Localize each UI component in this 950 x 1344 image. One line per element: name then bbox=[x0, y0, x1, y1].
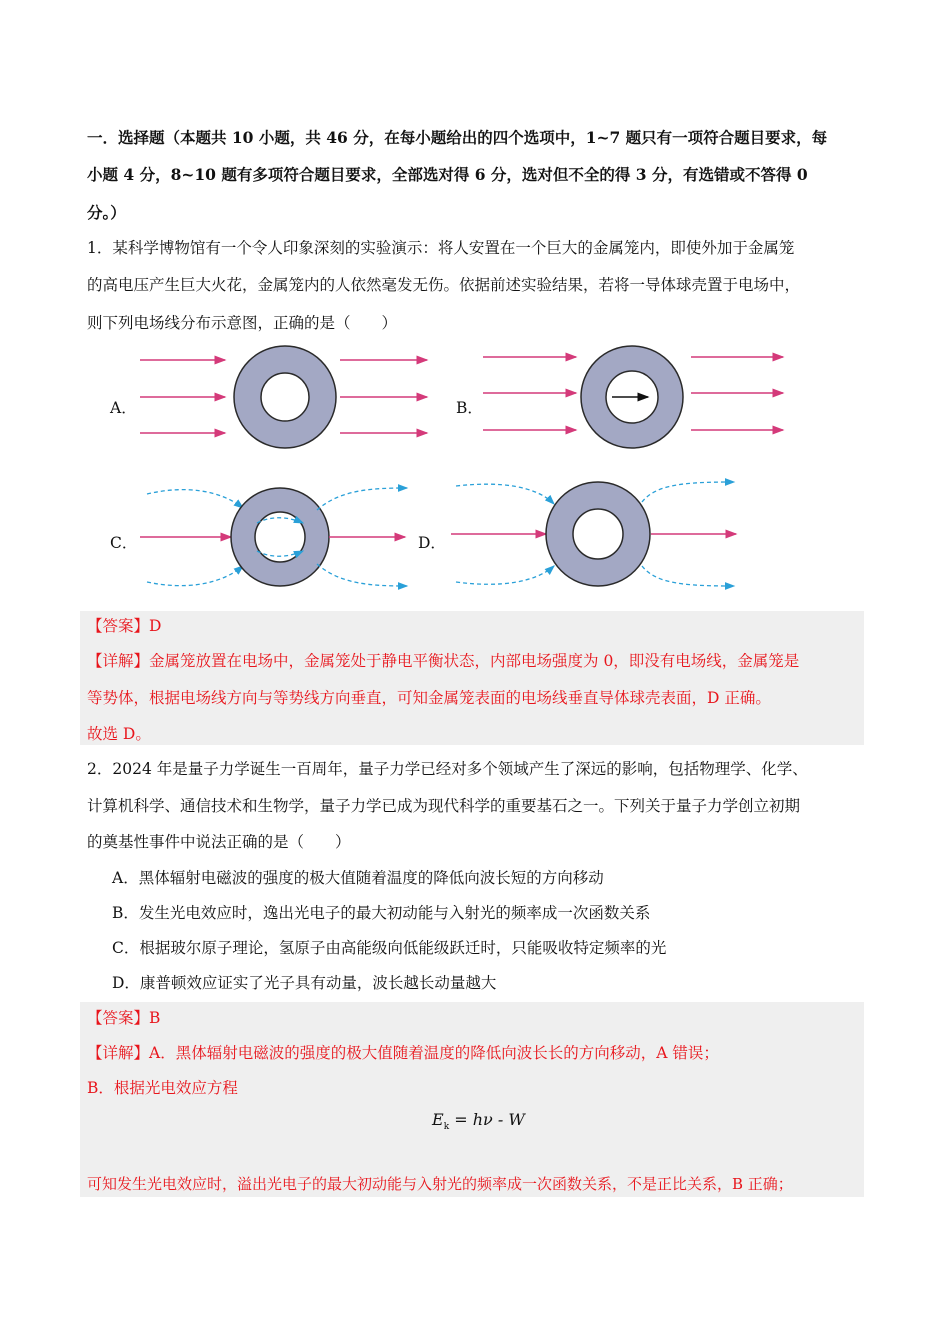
q1-option-a-label: A． bbox=[110, 399, 137, 417]
q1-stem-line2: 的高电压产生巨大火花，金属笼内的人依然毫发无伤。依据前述实验结果，若将一导体球壳置于电场中， bbox=[87, 276, 801, 294]
q2-stem-line1: 2．2024 年是量子力学诞生一百周年，量子力学已经对多个领域产生了深远的影响，包括物理学、化学、 bbox=[87, 760, 808, 778]
q1-detail-line2: 等势体，根据电场线方向与等势线方向垂直，可知金属笼表面的电场线垂直导体球壳表面，D 正确。 bbox=[87, 689, 771, 707]
q1-answer-box bbox=[80, 611, 864, 745]
q1-figure-b bbox=[478, 345, 790, 450]
q1-option-c-label: C． bbox=[110, 534, 138, 552]
section-header-line1: 一．选择题（本题共 10 小题，共 46 分，在每小题给出的四个选项中，1~7 题只有一项符合题目要求，每 bbox=[87, 128, 828, 147]
q1-figure-d bbox=[446, 476, 746, 591]
q1-figure-c bbox=[135, 480, 415, 590]
q2-answer-box bbox=[80, 1002, 864, 1197]
section-header-line3: 分。） bbox=[87, 203, 126, 222]
q2-detail-line3: 可知发生光电效应时，溢出光电子的最大初动能与入射光的频率成一次函数关系，不是正比关系，B 正确； bbox=[87, 1175, 793, 1193]
q2-stem-line3: 的奠基性事件中说法正确的是（ ） bbox=[87, 833, 351, 851]
q1-answer: 【答案】D bbox=[87, 617, 162, 635]
q2-detail-line2: B．根据光电效应方程 bbox=[87, 1079, 238, 1097]
q1-stem-line3: 则下列电场线分布示意图，正确的是（ ） bbox=[87, 314, 398, 332]
q1-figure-a bbox=[135, 345, 435, 450]
q2-option-b: B．发生光电效应时，逸出光电子的最大初动能与入射光的频率成一次函数关系 bbox=[112, 904, 651, 922]
q2-option-c: C．根据玻尔原子理论，氢原子由高能级向低能级跃迁时，只能吸收特定频率的光 bbox=[112, 939, 667, 957]
q2-formula: $E_k = h\nu - W$ bbox=[432, 1110, 525, 1133]
q2-answer: 【答案】B bbox=[87, 1009, 161, 1027]
q2-option-d: D．康普顿效应证实了光子具有动量，波长越长动量越大 bbox=[112, 974, 497, 992]
q2-detail-line1: 【详解】A．黑体辐射电磁波的强度的极大值随着温度的降低向波长长的方向移动，A 错误； bbox=[87, 1044, 719, 1062]
q1-detail-line1: 【详解】金属笼放置在电场中，金属笼处于静电平衡状态，内部电场强度为 0，即没有电场线，金属笼是 bbox=[87, 652, 800, 670]
q2-option-a: A．黑体辐射电磁波的强度的极大值随着温度的降低向波长短的方向移动 bbox=[112, 869, 604, 887]
q2-stem-line2: 计算机科学、通信技术和生物学，量子力学已成为现代科学的重要基石之一。下列关于量子力学创立初期 bbox=[87, 797, 801, 815]
q1-stem-line1: 1．某科学博物馆有一个令人印象深刻的实验演示：将人安置在一个巨大的金属笼内，即使外加于金属笼 bbox=[87, 239, 795, 257]
q1-option-d-label: D． bbox=[418, 534, 446, 552]
section-header-line2: 小题 4 分，8~10 题有多项符合题目要求，全部选对得 6 分，选对但不全的得 3 分，有选错或不答得 0 bbox=[87, 165, 808, 184]
q1-detail-line3: 故选 D。 bbox=[87, 725, 151, 743]
q1-option-b-label: B． bbox=[456, 399, 483, 417]
